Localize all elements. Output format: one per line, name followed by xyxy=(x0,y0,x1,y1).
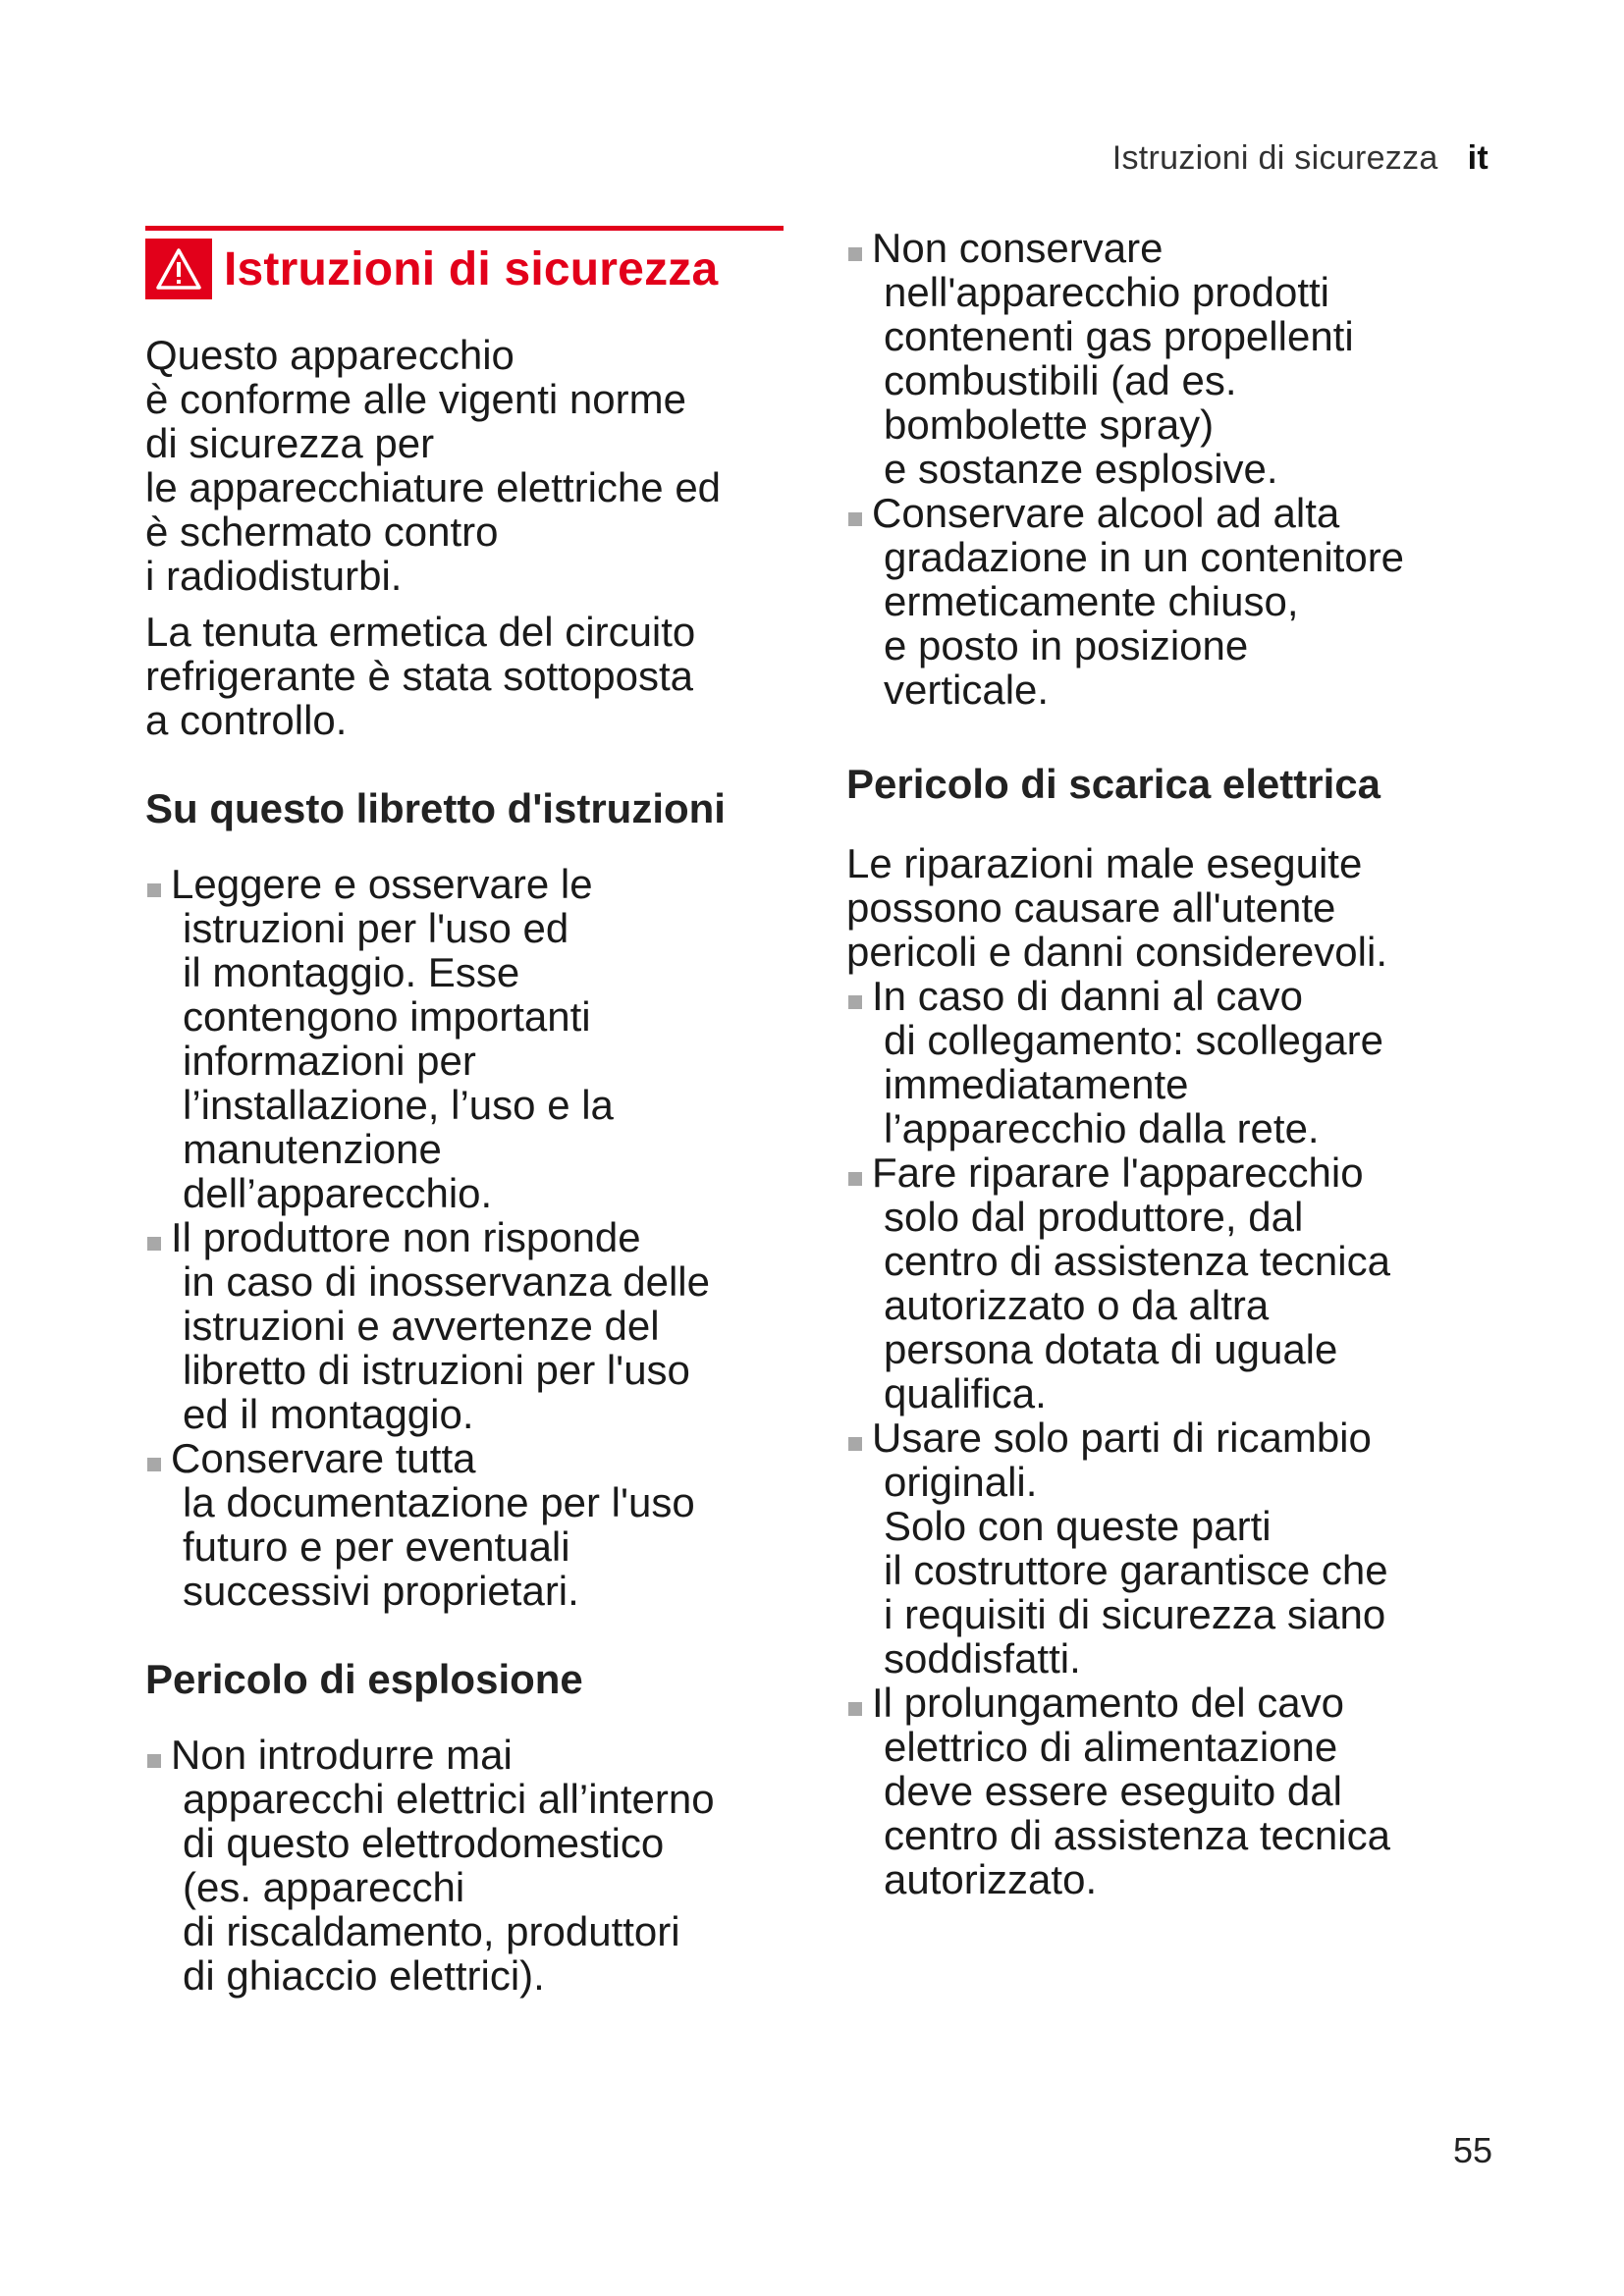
item-first-line: In caso di danni al cavo xyxy=(872,973,1303,1019)
item-first-line: Leggere e osservare le xyxy=(171,861,593,907)
item-continuation: istruzioni per l'uso ed il montaggio. Esse contengono importanti informazioni per l’installazione, l’uso e la manutenzione dell’apparecchio. xyxy=(183,905,614,1216)
bullet-square-icon xyxy=(848,512,862,526)
bullet-square-icon xyxy=(147,1754,161,1768)
bullet-square-icon xyxy=(147,1458,161,1471)
item-continuation: nell'apparecchio prodotti contenenti gas propellenti combustibili (ad es. bombolette spray) e sostanze esplosive. xyxy=(884,269,1354,492)
list-item xyxy=(846,1150,1485,1415)
item-first-line: Non conservare xyxy=(872,225,1164,271)
bullet-square-icon xyxy=(848,247,862,261)
list-item xyxy=(145,1436,793,1613)
left-column xyxy=(145,226,793,1998)
item-first-line: Usare solo parti di ricambio xyxy=(872,1415,1372,1461)
item-continuation: di collegamento: scollegare immediatamente l’apparecchio dalla rete. xyxy=(884,1017,1383,1151)
bullet-square-icon xyxy=(848,1172,862,1186)
item-continuation: solo dal produttore, dal centro di assistenza tecnica autorizzato o da altra persona dotata di uguale qualifica. xyxy=(884,1194,1390,1416)
item-first-line: Il produttore non risponde xyxy=(171,1214,641,1260)
item-continuation: la documentazione per l'uso futuro e per eventuali successivi proprietari. xyxy=(183,1479,695,1614)
list-item xyxy=(846,226,1485,491)
item-continuation: gradazione in un contenitore ermeticamente chiuso, e posto in posizione verticale. xyxy=(884,534,1405,713)
item-continuation: originali. Solo con queste parti il costruttore garantisce che i requisiti di sicurezza siano soddisfatti. xyxy=(884,1459,1388,1682)
item-first-line: Fare riparare l'apparecchio xyxy=(872,1149,1364,1196)
heading-electric: Pericolo di scarica elettrica xyxy=(846,761,1380,807)
list-item xyxy=(846,1415,1485,1681)
bullet-square-icon xyxy=(848,1437,862,1451)
bullet-square-icon xyxy=(147,883,161,897)
right-column xyxy=(846,226,1485,1901)
bullet-square-icon xyxy=(848,1702,862,1716)
item-continuation: apparecchi elettrici all’interno di questo elettrodomestico (es. apparecchi di riscaldamento, produttori di ghiaccio elettrici). xyxy=(183,1776,715,1999)
heading-explosion: Pericolo di esplosione xyxy=(145,1656,583,1702)
list-explosion-part-1 xyxy=(145,1733,793,1998)
item-first-line: Il prolungamento del cavo xyxy=(872,1680,1344,1726)
list-manual xyxy=(145,862,793,1613)
list-item xyxy=(846,1681,1485,1901)
list-item xyxy=(145,1215,793,1436)
item-first-line: Conservare alcool ad alta xyxy=(872,490,1340,536)
warning-triangle-icon xyxy=(145,239,212,299)
item-continuation: in caso di inosservanza delle istruzioni e avvertenze del libretto di istruzioni per l'uso ed il montaggio. xyxy=(183,1258,710,1437)
list-item xyxy=(145,862,793,1215)
list-explosion-part-2 xyxy=(846,226,1485,712)
list-electric xyxy=(846,974,1485,1901)
intro-paragraph-1: Questo apparecchio è conforme alle vigenti norme di sicurezza per le apparecchiature elettriche ed è schermato contro i radiodisturbi. xyxy=(145,332,722,599)
header-section-title: Istruzioni di sicurezza xyxy=(1111,139,1438,177)
item-first-line: Non introdurre mai xyxy=(171,1732,513,1778)
header-language-code: it xyxy=(1467,139,1489,177)
bullet-square-icon xyxy=(848,995,862,1009)
page-title: Istruzioni di sicurezza xyxy=(224,242,719,295)
heading-manual: Su questo libretto d'istruzioni xyxy=(145,785,726,831)
list-item xyxy=(145,1733,793,1998)
page-title-block xyxy=(145,226,784,299)
item-first-line: Conservare tutta xyxy=(171,1435,476,1481)
list-item xyxy=(846,491,1485,712)
page-number: 55 xyxy=(1452,2130,1492,2170)
list-item xyxy=(846,974,1485,1150)
electric-intro: Le riparazioni male eseguite possono causare all'utente pericoli e danni considerevoli. xyxy=(846,840,1387,975)
intro-paragraph-2: La tenuta ermetica del circuito refrigerante è stata sottoposta a controllo. xyxy=(145,609,696,743)
running-header xyxy=(1112,139,1489,178)
bullet-square-icon xyxy=(147,1237,161,1251)
item-continuation: elettrico di alimentazione deve essere eseguito dal centro di assistenza tecnica autorizzato. xyxy=(884,1724,1390,1902)
